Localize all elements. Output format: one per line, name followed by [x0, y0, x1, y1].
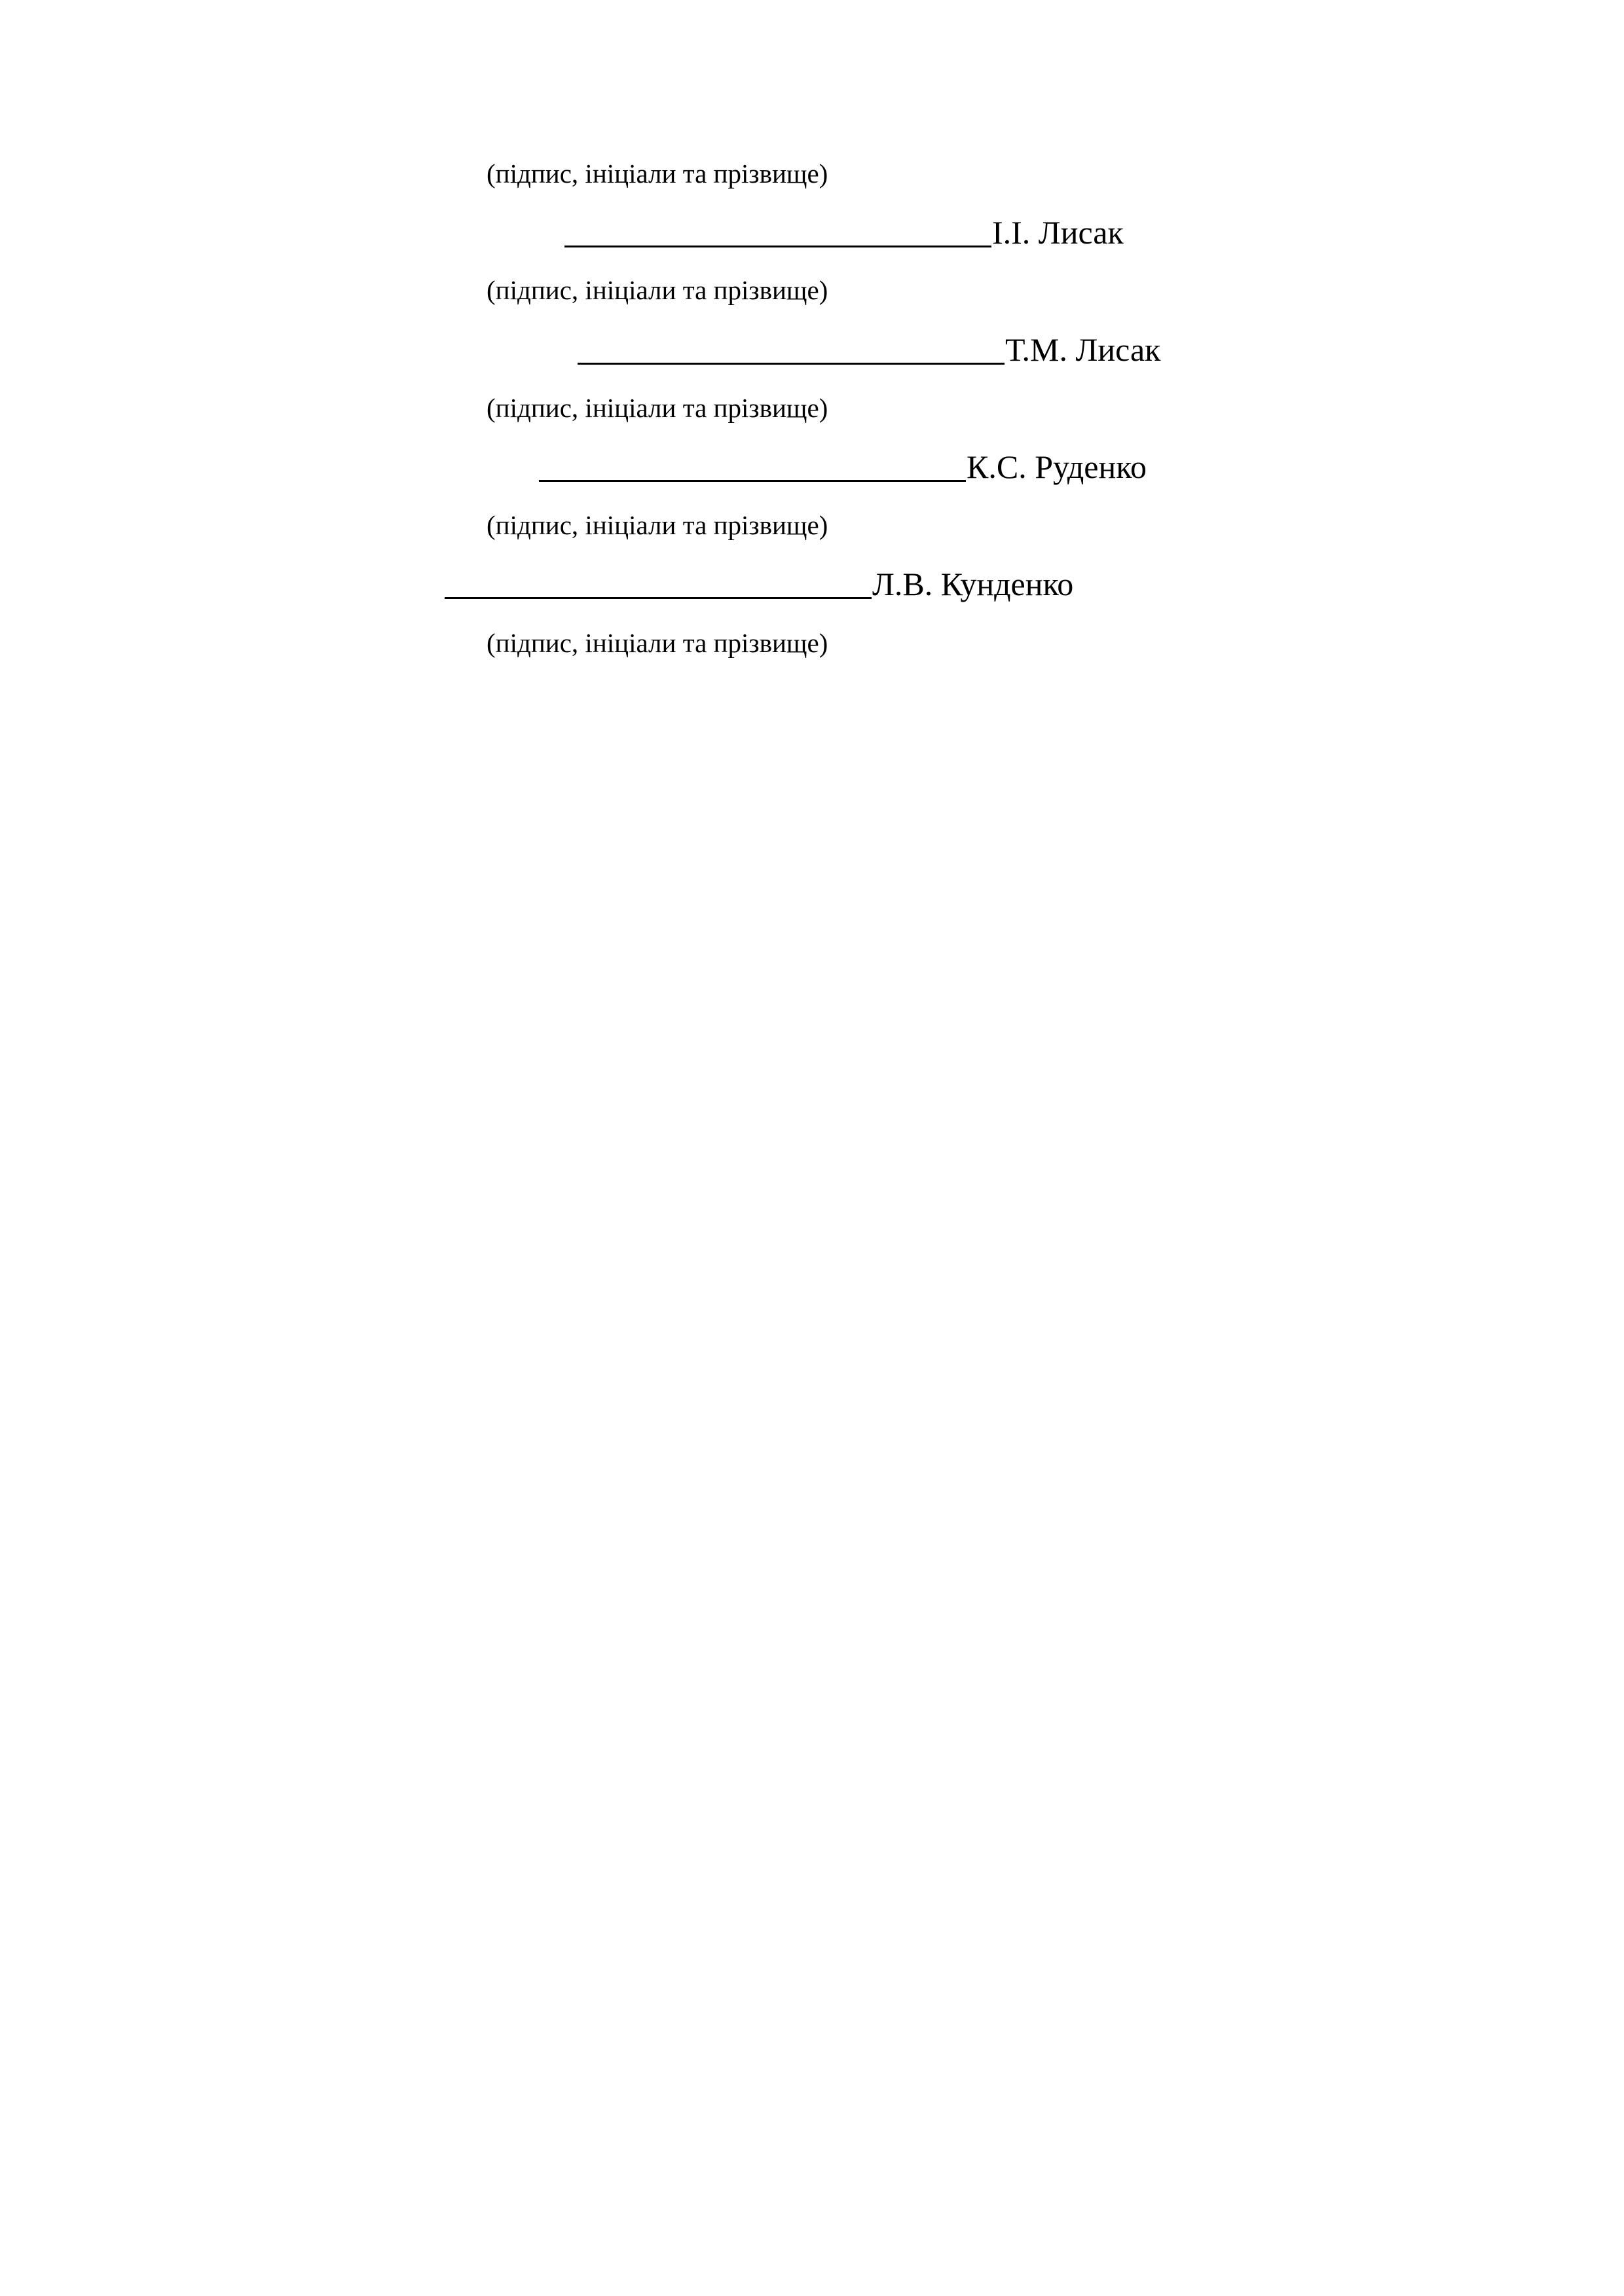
signature-row: [578, 333, 1160, 366]
signature-row: [539, 450, 1147, 483]
signature-caption: (підпис, ініціали та прізвище): [487, 275, 828, 305]
signature-underline: [539, 480, 966, 482]
signature-caption: (підпис, ініціали та прізвище): [487, 510, 828, 540]
signature-caption: (підпис, ініціали та прізвище): [487, 628, 828, 658]
signatory-name: К.С. Руденко: [967, 448, 1147, 485]
signatory-name: І.І. Лисак: [992, 214, 1124, 251]
signature-caption: (підпис, ініціали та прізвище): [487, 158, 828, 189]
signatory-name: Л.В. Кунденко: [872, 566, 1074, 602]
signature-caption: (підпис, ініціали та прізвище): [487, 393, 828, 423]
signature-row: [445, 568, 1073, 600]
signature-row: [564, 216, 1124, 249]
signatory-name: Т.М. Лисак: [1005, 331, 1161, 368]
signature-underline: [578, 363, 1005, 365]
signature-underline: [564, 246, 991, 247]
signature-underline: [445, 597, 872, 599]
